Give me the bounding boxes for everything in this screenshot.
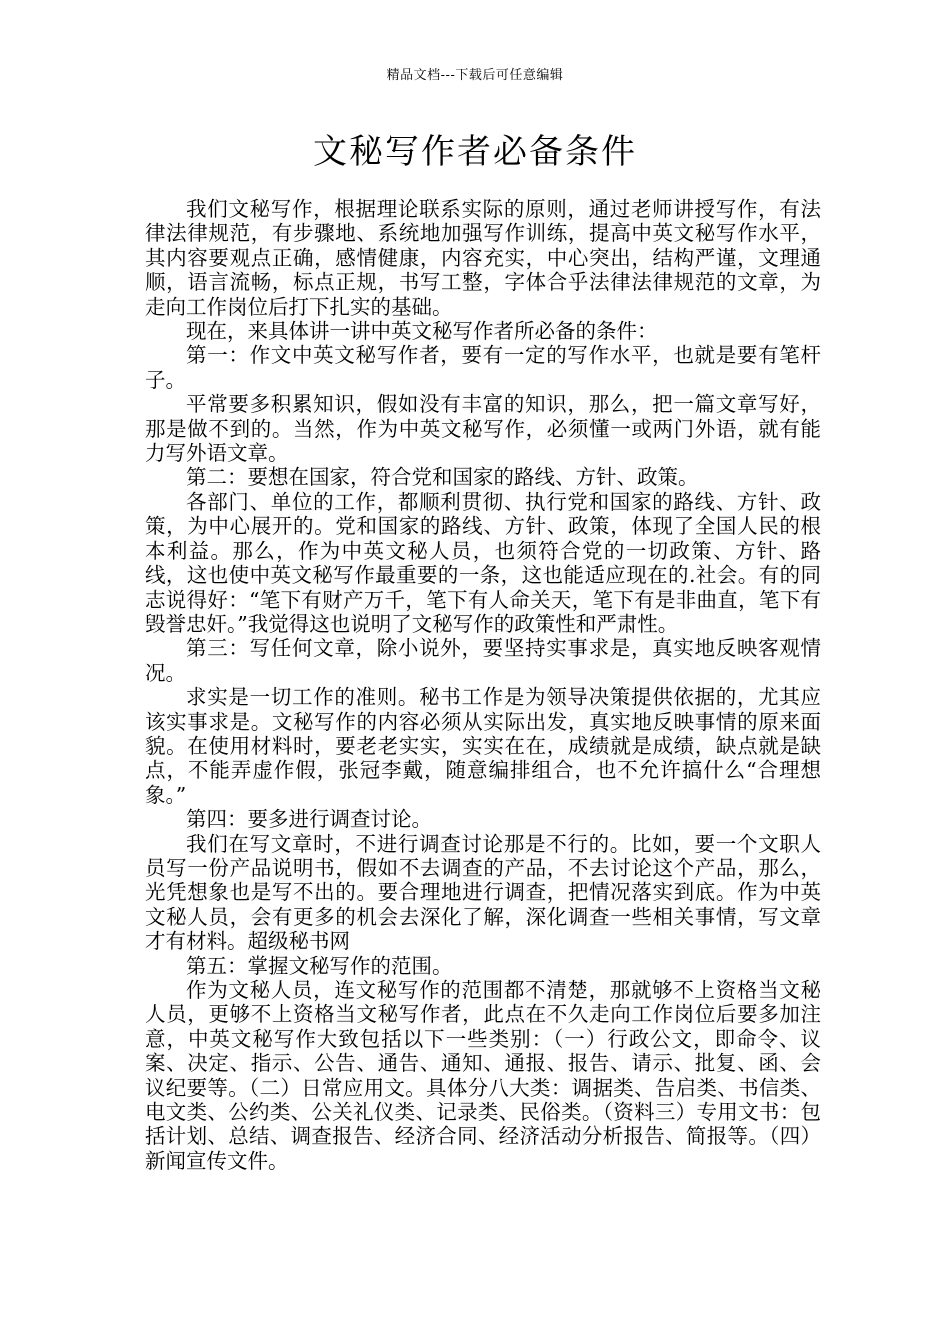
paragraph: 第五：掌握文秘写作的范围。: [186, 953, 453, 978]
header-note: 精品文档---下载后可任意编辑: [386, 68, 564, 83]
paragraph: 第一：作文中英文秘写作者，要有一定的写作水平，也就是要有笔杆子。: [145, 343, 821, 392]
paragraph: 求实是一切工作的准则。秘书工作是为领导决策提供依据的，尤其应该实事求是。文秘写作的内容必须从实际出发，真实地反映事情的原来面貌。在使用材料时，要老老实实，实实在在，成绩就是成绩，缺点就是缺点，不能弄虚作假，张冠李戴，随意编排组合，也不允许搞什么“合理想象。”: [145, 685, 821, 807]
paragraph: 各部门、单位的工作，都顺利贯彻、执行党和国家的路线、方针、政策，为中心展开的。党和国家的路线、方针、政策，体现了全国人民的根本利益。那么，作为中英文秘人员，也须符合党的一切政策、方针、路线，这也使中英文秘写作最重要的一条，这也能适应现在的.社会。有的同志说得好：“笔下有财产万千，笔下有人命关天，笔下有是非曲直，笔下有毁誉忠奸。”我觉得这也说明了文秘写作的政策性和严肃性。: [145, 489, 821, 636]
paragraph: 我们在写文章时，不进行调查讨论那是不行的。比如，要一个文职人员写一份产品说明书，假如不去调查的产品，不去讨论这个产品，那么，光凭想象也是写不出的。要合理地进行调查，把情况落实到底。作为中英文秘人员，会有更多的机会去深化了解，深化调查一些相关事情，写文章才有材料。超级秘书网: [145, 831, 821, 954]
paragraph: 作为文秘人员，连文秘写作的范围都不清楚，那就够不上资格当文秘人员，更够不上资格当文秘写作者，此点在不久走向工作岗位后要多加注意，中英文秘写作大致包括以下一些类别：（一）行政公文，即命令、议案、决定、指示、公告、通告、通知、通报、报告、请示、批复、函、会议纪要等。（二）日常应用文。具体分八大类：调据类、告启类、书信类、电文类、公约类、公关礼仪类、记录类、民俗类。（资料三）专用文书：包括计划、总结、调查报告、经济合同、经济活动分析报告、简报等。（四）新闻宣传文件。: [145, 978, 821, 1173]
paragraph: 第三：写任何文章，除小说外，要坚持实事求是，真实地反映客观情况。: [145, 636, 821, 685]
paragraph: 第四：要多进行调查讨论。: [186, 807, 432, 832]
paragraph: 我们文秘写作，根据理论联系实际的原则，通过老师讲授写作，有法律法律规范，有步骤地、系统地加强写作训练，提高中英文秘写作水平，其内容要观点正确，感情健康，内容充实，中心突出，结构严谨，文理通顺，语言流畅，标点正规，书写工整，字体合乎法律法律规范的文章，为走向工作岗位后打下扎实的基础。: [145, 197, 821, 319]
document-title: 文秘写作者必备条件: [313, 132, 637, 172]
paragraph: 第二：要想在国家，符合党和国家的路线、方针、政策。: [186, 465, 699, 490]
paragraph: 现在，来具体讲一讲中英文秘写作者所必备的条件：: [186, 319, 658, 344]
paragraph: 平常要多积累知识，假如没有丰富的知识，那么，把一篇文章写好，那是做不到的。当然，作为中英文秘写作，必须懂一或两门外语，就有能力写外语文章。: [145, 392, 821, 466]
document-body: [145, 197, 821, 1173]
